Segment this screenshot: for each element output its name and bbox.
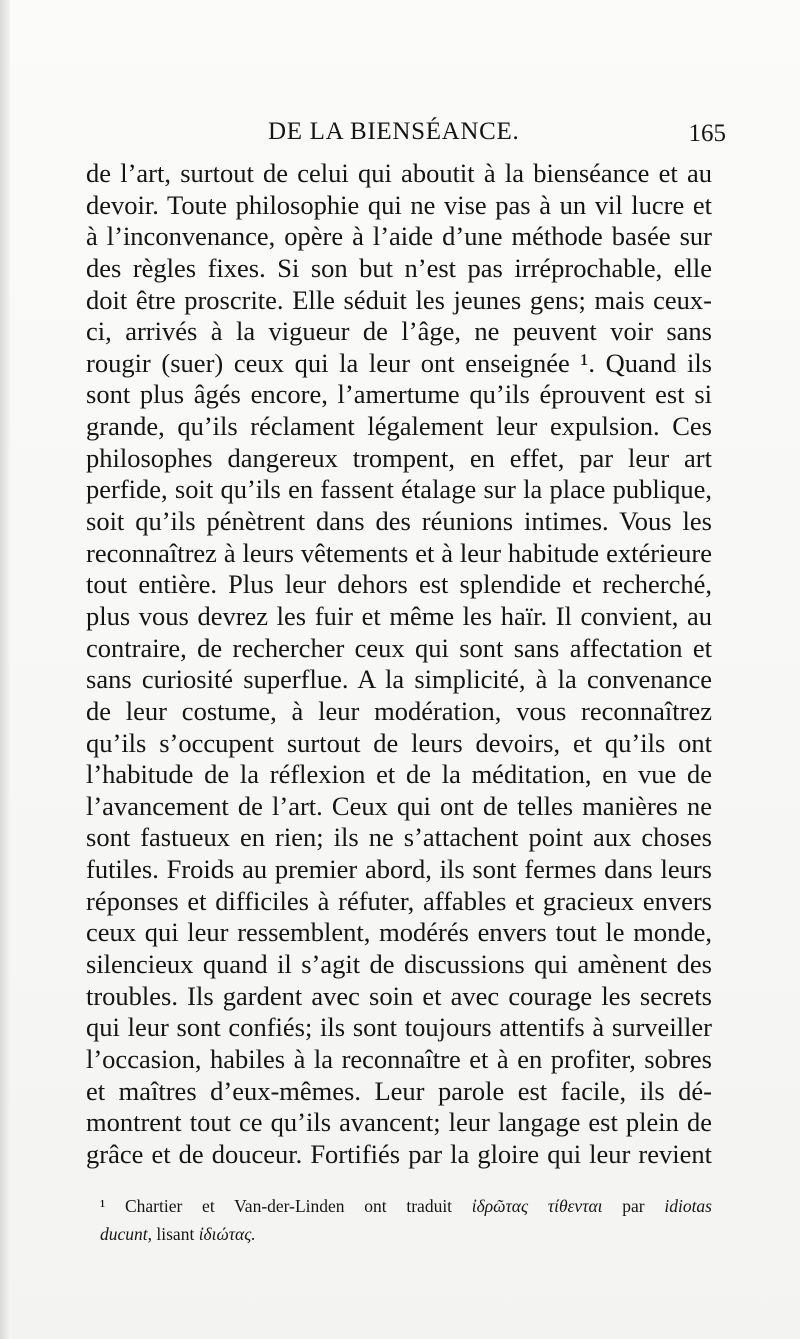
footnote-greek: ἰδρῶτας τίθενται: [471, 1196, 603, 1216]
body-line: troubles. Ils gardent avec soin et avec courage les secrets: [86, 980, 712, 1011]
body-line: rougir (suer) ceux qui la leur ont enseignée ¹. Quand ils: [86, 347, 712, 378]
body-line: réponses et difficiles à réfuter, affables et gracieux envers: [86, 885, 712, 916]
body-line: de l’art, surtout de celui qui aboutit à la bienséance et au: [86, 158, 712, 188]
body-line: l’habitude de la réflexion et de la méditation, en vue de: [86, 759, 712, 790]
footnote-greek: ἰδιώτας.: [198, 1224, 256, 1244]
footnote-italic-latin: ducunt,: [100, 1224, 153, 1244]
body-line: qui leur sont confiés; ils sont toujours attentifs à surveiller: [86, 1012, 712, 1043]
body-line: sont fastueux en rien; ils ne s’attachent point aux choses: [86, 822, 712, 853]
body-line: futiles. Froids au premier abord, ils sont fermes dans leurs: [86, 854, 712, 885]
body-line: des règles fixes. Si son but n’est pas irréprochable, elle: [86, 252, 712, 283]
body-line: soit qu’ils pénètrent dans des réunions intimes. Vous les: [86, 506, 712, 537]
body-line: grande, qu’ils réclament légalement leur expulsion. Ces: [86, 411, 712, 442]
body-line: philosophes dangereux trompent, en effet, par leur art: [86, 442, 712, 473]
footnote-marker: ¹: [100, 1196, 106, 1216]
body-line: montrent tout ce qu’ils avancent; leur langage est plein de: [86, 1107, 712, 1138]
body-line: contraire, de rechercher ceux qui sont sans affectation et: [86, 632, 712, 663]
body-line: grâce et de douceur. Fortifiés par la gloire qui leur revient: [86, 1138, 712, 1169]
body-line: et maîtres d’eux-mêmes. Leur parole est facile, ils dé-: [86, 1075, 712, 1106]
footnote-italic-latin: idiotas: [664, 1196, 712, 1216]
running-header: [0, 112, 800, 152]
body-line: ceux qui leur ressemblent, modérés envers tout le monde,: [86, 917, 712, 948]
running-title: DE LA BIENSÉANCE.: [268, 118, 520, 145]
body-line: silencieux quand il s’agit de discussions qui amènent des: [86, 949, 712, 980]
body-line: perfide, soit qu’ils en fassent étalage sur la place publique,: [86, 474, 712, 505]
footnote-text: Chartier et Van-der-Linden ont traduit: [124, 1196, 453, 1216]
body-line: reconnaîtrez à leurs vêtements et à leur habitude extérieure: [86, 537, 712, 568]
body-line: plus vous devrez les fuir et même les haïr. Il convient, au: [86, 600, 712, 631]
body-line: qu’ils s’occupent surtout de leurs devoirs, et qu’ils ont: [86, 727, 712, 758]
body-line: devoir. Toute philosophie qui ne vise pas à un vil lucre et: [86, 189, 712, 220]
footnote-line-1: [100, 1192, 712, 1220]
body-line: de leur costume, à leur modération, vous reconnaîtrez: [86, 695, 712, 726]
body-text: [86, 158, 712, 1171]
body-line: doit être proscrite. Elle séduit les jeunes gens; mais ceux-: [86, 284, 712, 315]
body-line: l’occasion, habiles à la reconnaître et à en profiter, sobres: [86, 1043, 712, 1074]
body-line: ci, arrivés à la vigueur de l’âge, ne peuvent voir sans: [86, 316, 712, 347]
footnote: [100, 1192, 712, 1248]
body-line: tout entière. Plus leur dehors est splendide et recherché,: [86, 569, 712, 600]
footnote-line-2: [100, 1220, 712, 1248]
body-line: sans curiosité superflue. A la simplicité, à la convenance: [86, 664, 712, 695]
body-line: l’avancement de l’art. Ceux qui ont de telles manières ne: [86, 790, 712, 821]
body-line: sont plus âgés encore, l’amertume qu’ils éprouvent est si: [86, 379, 712, 410]
footnote-text: lisant: [156, 1224, 195, 1244]
page-edge-shadow: [0, 0, 10, 1339]
page-number: 165: [688, 120, 726, 147]
footnote-text: par: [622, 1196, 645, 1216]
body-line: à l’inconvenance, opère à l’aide d’une méthode basée sur: [86, 221, 712, 252]
